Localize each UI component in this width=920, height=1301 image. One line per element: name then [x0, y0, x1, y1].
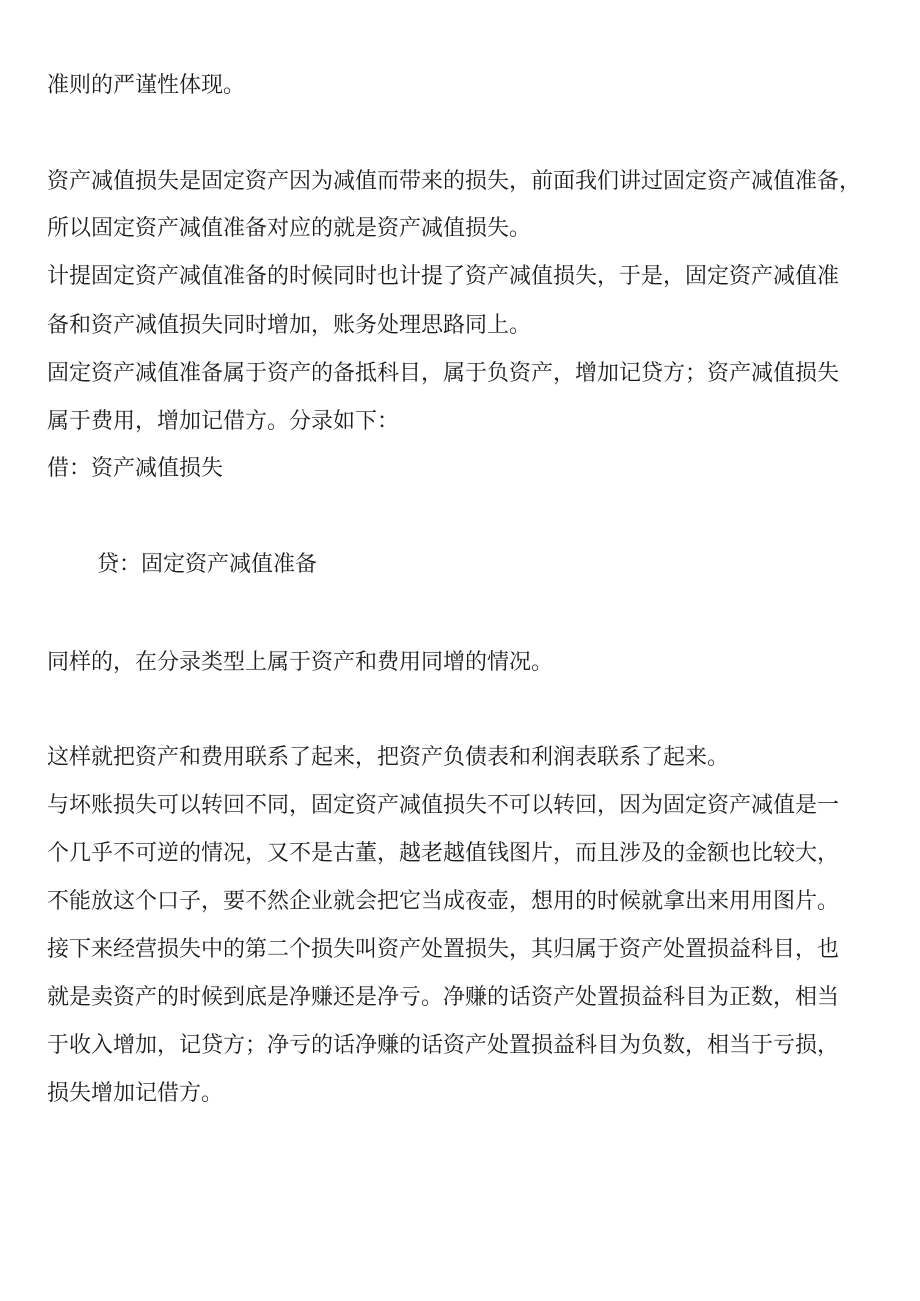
text-line: 同样的，在分录类型上属于资产和费用同增的情况。 — [47, 650, 554, 675]
text-line: 损失增加记借方。 — [47, 1081, 224, 1106]
text-line: 个几乎不可逆的情况，又不是古董，越老越值钱图片，而且涉及的金额也比较大， — [47, 841, 840, 866]
journal-debit-line: 借：资产减值损失 — [47, 456, 224, 481]
text-line: 这样就把资产和费用联系了起来，把资产负债表和利润表联系了起来。 — [47, 745, 730, 770]
text-line: 计提固定资产减值准备的时候同时也计提了资产减值损失，于是，固定资产减值准 — [47, 264, 840, 289]
text-line: 于收入增加，记贷方；净亏的话净赚的话资产处置损益科目为负数，相当于亏损， — [47, 1033, 840, 1058]
text-line: 就是卖资产的时候到底是净赚还是净亏。净赚的话资产处置损益科目为正数，相当 — [47, 985, 840, 1010]
text-line: 备和资产减值损失同时增加，账务处理思路同上。 — [47, 313, 532, 338]
text-line: 所以固定资产减值准备对应的就是资产减值损失。 — [47, 216, 532, 241]
journal-credit-line: 贷：固定资产减值准备 — [97, 552, 318, 577]
text-line: 准则的严谨性体现。 — [47, 73, 246, 98]
text-line: 资产减值损失是固定资产因为减值而带来的损失，前面我们讲过固定资产减值准备， — [47, 169, 862, 194]
text-line: 固定资产减值准备属于资产的备抵科目，属于负资产，增加记贷方；资产减值损失 — [47, 361, 840, 386]
text-line: 不能放这个口子，要不然企业就会把它当成夜壶，想用的时候就拿出来用用图片。 — [47, 889, 840, 914]
text-line: 属于费用，增加记借方。分录如下： — [47, 409, 400, 434]
text-line: 接下来经营损失中的第二个损失叫资产处置损失，其归属于资产处置损益科目，也 — [47, 937, 840, 962]
text-line: 与坏账损失可以转回不同，固定资产减值损失不可以转回，因为固定资产减值是一 — [47, 793, 840, 818]
